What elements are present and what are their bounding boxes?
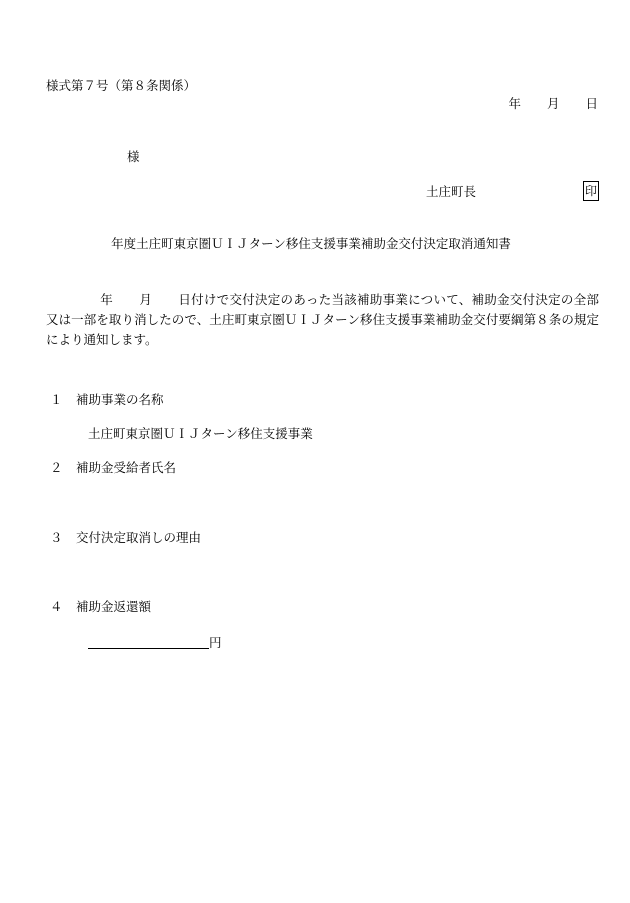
section-number: １	[50, 392, 63, 407]
section-number: ４	[50, 599, 63, 614]
date-month: 月	[546, 96, 560, 111]
section-label: 交付決定取消しの理由	[76, 530, 202, 545]
section-4	[46, 601, 151, 614]
issuer-name: 土庄町長	[426, 184, 477, 199]
recipient-line: 様	[127, 149, 140, 164]
section-2	[46, 462, 176, 475]
date-day: 日	[585, 96, 598, 111]
refund-amount-line	[88, 634, 222, 649]
section-label: 補助事業の名称	[76, 392, 164, 407]
body-paragraph	[46, 290, 599, 350]
amount-unit: 円	[209, 634, 222, 650]
document-title: 年度土庄町東京圏ＵＩＪターン移住支援事業補助金交付決定取消通知書	[111, 236, 511, 251]
date-line	[508, 98, 598, 111]
section-1	[46, 394, 164, 407]
date-year: 年	[508, 96, 521, 111]
section-number: ３	[50, 530, 63, 545]
body-year: 年	[100, 292, 114, 307]
seal-box: 印	[583, 181, 599, 201]
section-label: 補助金返還額	[76, 599, 152, 614]
amount-blank-field	[88, 634, 209, 649]
section-3	[46, 532, 201, 545]
body-month: 月	[139, 292, 153, 307]
section-label: 補助金受給者氏名	[76, 460, 177, 475]
section-number: ２	[50, 460, 63, 475]
body-text: 日付けで交付決定のあった当該補助事業について、補助金交付決定の全部又は一部を取り消したので、土庄町東京圏ＵＩＪターン移住支援事業補助金交付要綱第８条の規定により通知します。	[46, 292, 599, 347]
form-number: 様式第７号（第８条関係）	[46, 78, 197, 93]
project-name-value: 土庄町東京圏ＵＩＪターン移住支援事業	[88, 426, 313, 441]
